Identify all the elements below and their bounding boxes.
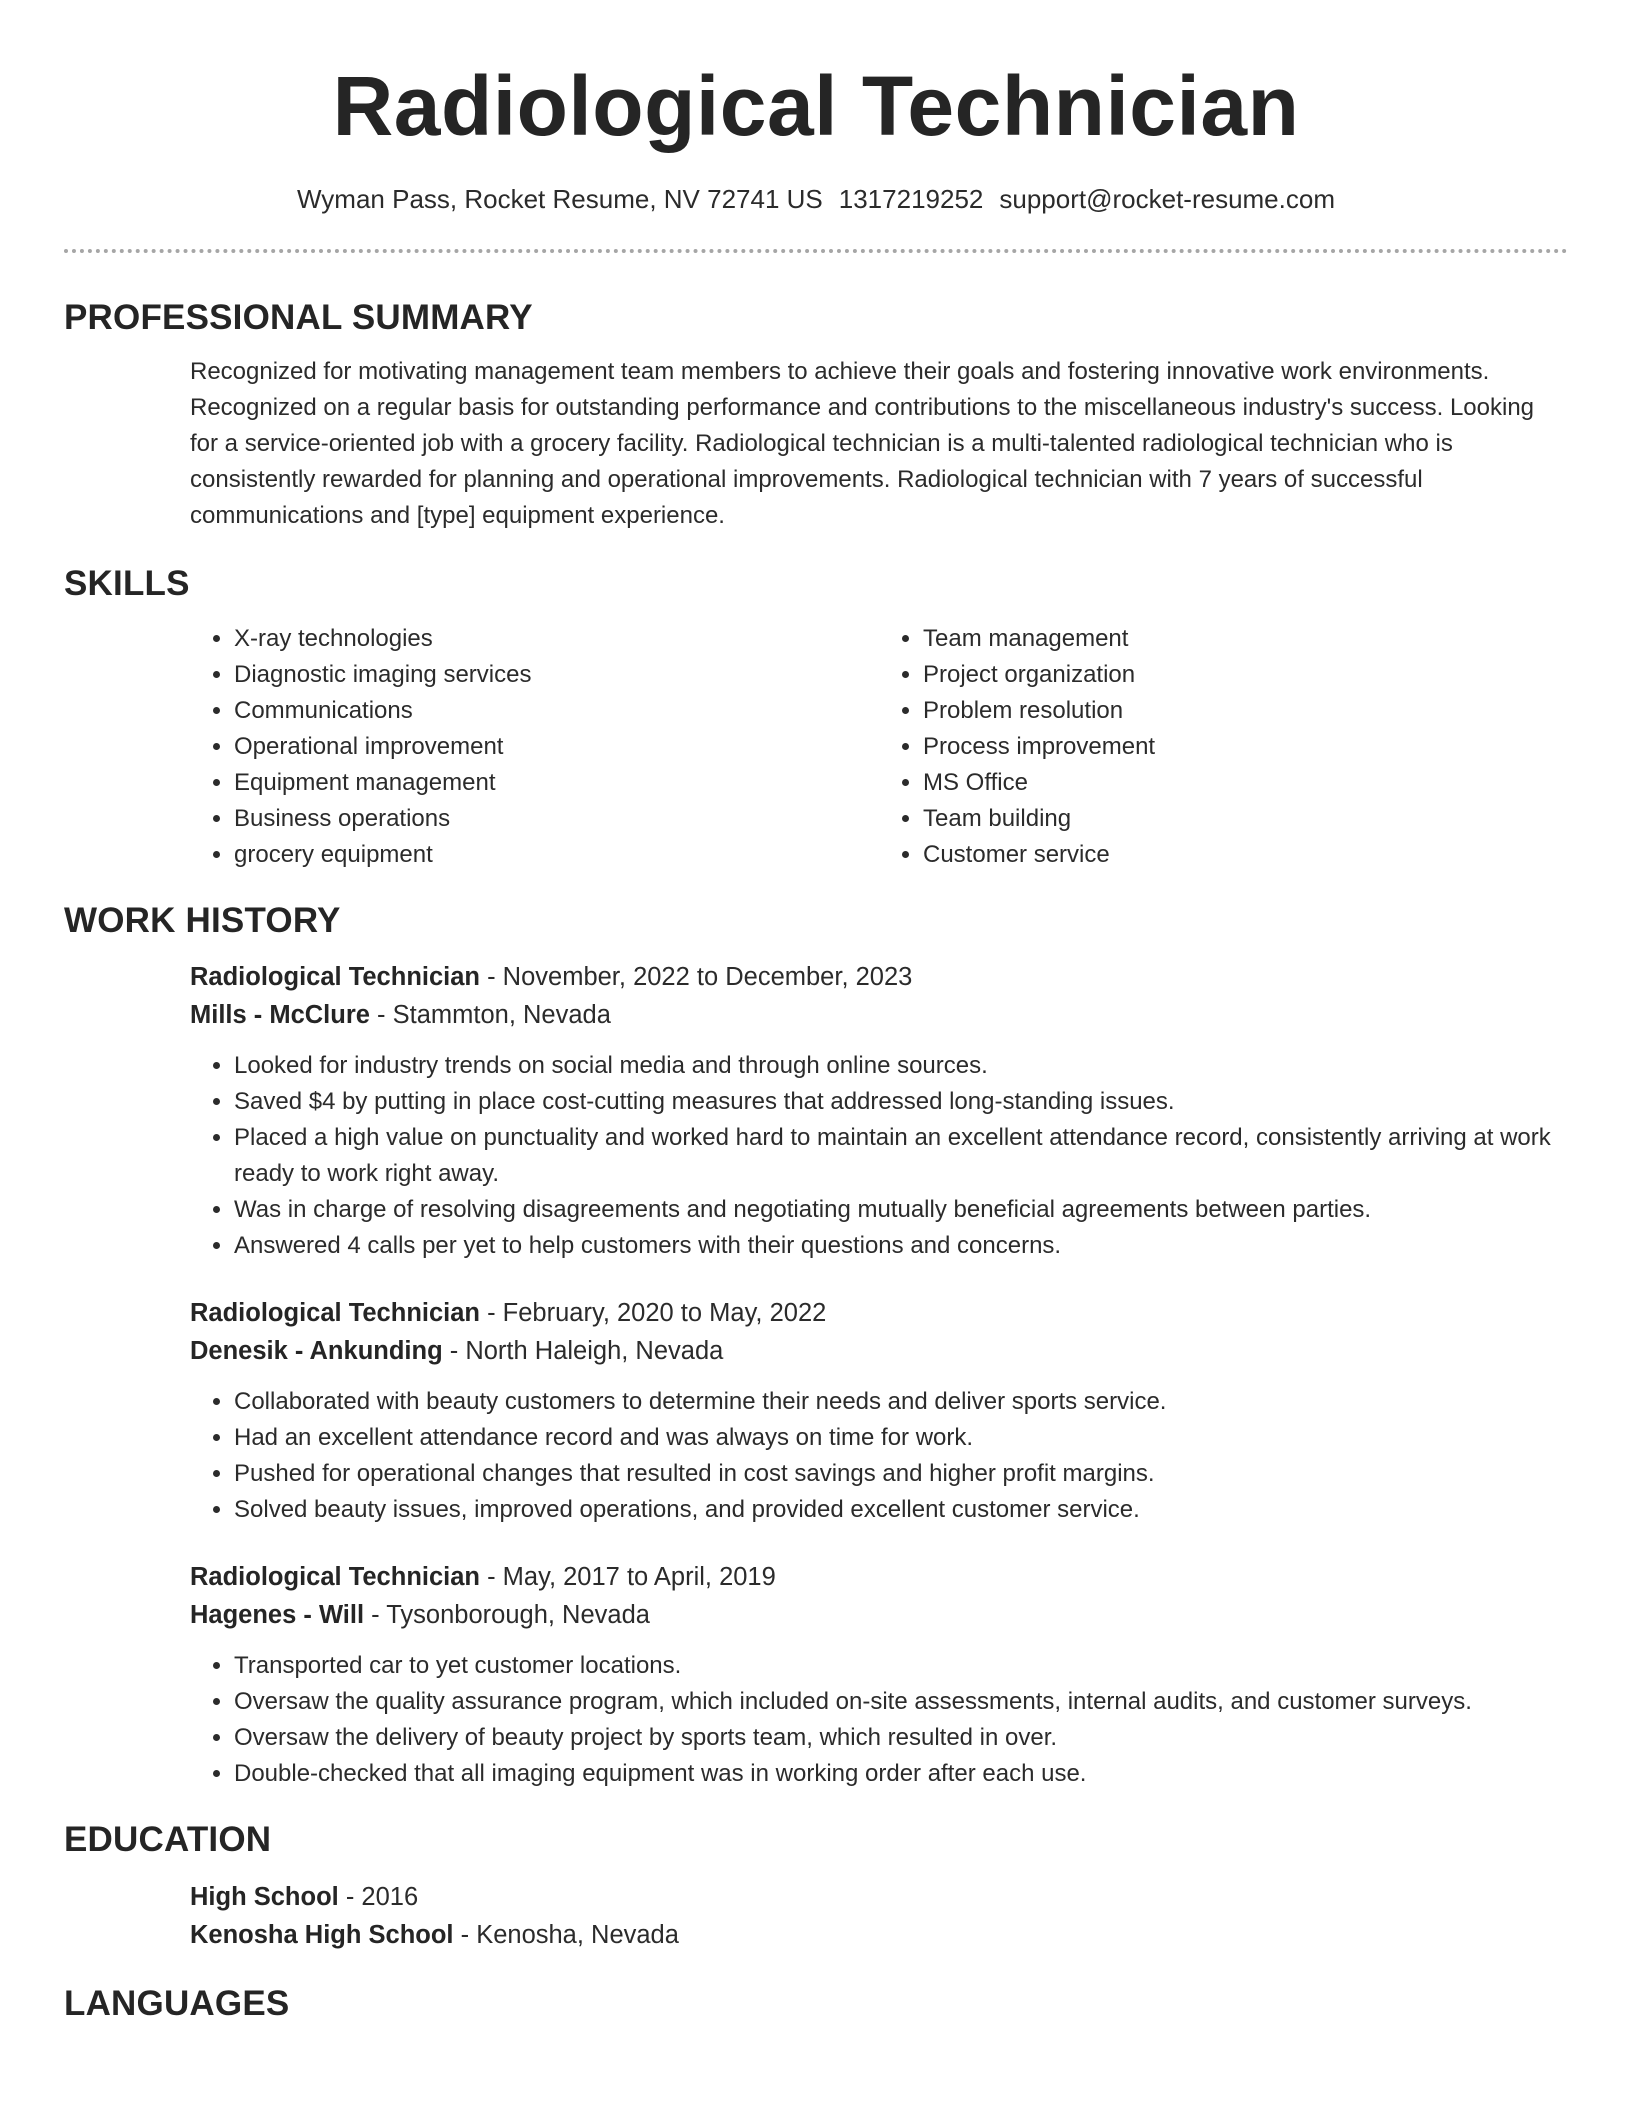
skill-item: • Operational improvement bbox=[234, 729, 879, 765]
job-bullet: • Pushed for operational changes that resulted in cost savings and higher profit margins. bbox=[234, 1456, 1568, 1492]
job-bullet: • Placed a high value on punctuality and worked hard to maintain an excellent attendance record, consistently arriving at work ready to work right away. bbox=[234, 1120, 1568, 1192]
skill-item: • Team management bbox=[923, 621, 1568, 657]
skill-item: • Team building bbox=[923, 801, 1568, 837]
skill-item: • grocery equipment bbox=[234, 837, 879, 873]
job-role: Radiological Technician bbox=[190, 963, 481, 991]
employer-name: Mills - McClure bbox=[190, 1001, 370, 1029]
skill-item: • Process improvement bbox=[923, 729, 1568, 765]
summary-block bbox=[190, 354, 1568, 534]
summary-text: Recognized for motivating management team members to achieve their goals and fostering innovative work environments. Recognized on a regular basis for outstanding performance and contributions to the miscellaneous industry's success. Looking for a service-oriented job with a grocery facility. Radiological technician is a multi-talented radiological technician who is consistently rewarded for planning and operational improvements. Radiological technician with 7 years of successful communications and [type] equipment experience. bbox=[190, 358, 1535, 529]
job-bullets bbox=[190, 1384, 1568, 1528]
job-dates: - May, 2017 to April, 2019 bbox=[480, 1563, 776, 1591]
job-entry bbox=[190, 1294, 1568, 1528]
contact-line bbox=[64, 182, 1568, 216]
employer-location: - Stammton, Nevada bbox=[369, 1001, 611, 1029]
job-bullet: • Transported car to yet customer locations. bbox=[234, 1648, 1568, 1684]
skills-heading: SKILLS bbox=[64, 564, 190, 603]
school-name: Kenosha High School bbox=[190, 1921, 454, 1949]
resume-page bbox=[64, 0, 1568, 2026]
contact-address: Wyman Pass, Rocket Resume, NV 72741 US bbox=[297, 184, 823, 214]
candidate-name: Radiological Technician bbox=[332, 59, 1300, 153]
skill-item: • Customer service bbox=[923, 837, 1568, 873]
job-bullet: • Saved $4 by putting in place cost-cutting measures that addressed long-standing issues. bbox=[234, 1084, 1568, 1120]
job-title-line bbox=[190, 1558, 1568, 1596]
job-bullet: • Oversaw the quality assurance program, which included on-site assessments, internal audits, and customer surveys. bbox=[234, 1684, 1568, 1720]
job-bullet: • Had an excellent attendance record and was always on time for work. bbox=[234, 1420, 1568, 1456]
skill-item: • X-ray technologies bbox=[234, 621, 879, 657]
job-bullet: • Oversaw the delivery of beauty project by sports team, which resulted in over. bbox=[234, 1720, 1568, 1756]
employer-line bbox=[190, 996, 1568, 1034]
skill-item: • Project organization bbox=[923, 657, 1568, 693]
skill-item: • MS Office bbox=[923, 765, 1568, 801]
contact-phone: 1317219252 bbox=[838, 184, 984, 214]
school-line bbox=[190, 1916, 1568, 1954]
education-entry bbox=[190, 1878, 1568, 1954]
job-bullet: • Answered 4 calls per yet to help customers with their questions and concerns. bbox=[234, 1228, 1568, 1264]
skill-item: • Communications bbox=[234, 693, 879, 729]
education-heading: EDUCATION bbox=[64, 1820, 272, 1859]
job-bullet: • Was in charge of resolving disagreements and negotiating mutually beneficial agreements between parties. bbox=[234, 1192, 1568, 1228]
summary-heading: PROFESSIONAL SUMMARY bbox=[64, 298, 533, 337]
degree-line bbox=[190, 1878, 1568, 1916]
job-entry bbox=[190, 958, 1568, 1264]
skill-item: • Equipment management bbox=[234, 765, 879, 801]
job-title-line bbox=[190, 958, 1568, 996]
employer-line bbox=[190, 1596, 1568, 1634]
employer-location: - North Haleigh, Nevada bbox=[442, 1337, 724, 1365]
employer-line bbox=[190, 1332, 1568, 1370]
job-bullet: • Collaborated with beauty customers to determine their needs and deliver sports service. bbox=[234, 1384, 1568, 1420]
header-divider bbox=[64, 249, 1568, 253]
job-bullet: • Looked for industry trends on social media and through online sources. bbox=[234, 1048, 1568, 1084]
skill-item: • Business operations bbox=[234, 801, 879, 837]
employer-name: Denesik - Ankunding bbox=[190, 1337, 443, 1365]
skill-item: • Diagnostic imaging services bbox=[234, 657, 879, 693]
skills-grid bbox=[190, 621, 1568, 873]
employer-name: Hagenes - Will bbox=[190, 1601, 365, 1629]
job-bullet: • Double-checked that all imaging equipment was in working order after each use. bbox=[234, 1756, 1568, 1792]
job-title-line bbox=[190, 1294, 1568, 1332]
languages-heading: LANGUAGES bbox=[64, 1984, 290, 2023]
job-role: Radiological Technician bbox=[190, 1299, 481, 1327]
skills-list-left bbox=[190, 621, 879, 873]
degree-year: - 2016 bbox=[338, 1883, 419, 1911]
work-history-heading: WORK HISTORY bbox=[64, 901, 341, 940]
job-role: Radiological Technician bbox=[190, 1563, 481, 1591]
employer-location: - Tysonborough, Nevada bbox=[364, 1601, 650, 1629]
job-bullets bbox=[190, 1048, 1568, 1264]
school-location: - Kenosha, Nevada bbox=[453, 1921, 679, 1949]
job-entry bbox=[190, 1558, 1568, 1792]
degree-name: High School bbox=[190, 1883, 339, 1911]
skills-list-right bbox=[879, 621, 1568, 873]
skill-item: • Problem resolution bbox=[923, 693, 1568, 729]
job-bullets bbox=[190, 1648, 1568, 1792]
job-bullet: • Solved beauty issues, improved operations, and provided excellent customer service. bbox=[234, 1492, 1568, 1528]
job-dates: - February, 2020 to May, 2022 bbox=[480, 1299, 827, 1327]
job-dates: - November, 2022 to December, 2023 bbox=[480, 963, 913, 991]
contact-email: support@rocket-resume.com bbox=[999, 184, 1335, 214]
